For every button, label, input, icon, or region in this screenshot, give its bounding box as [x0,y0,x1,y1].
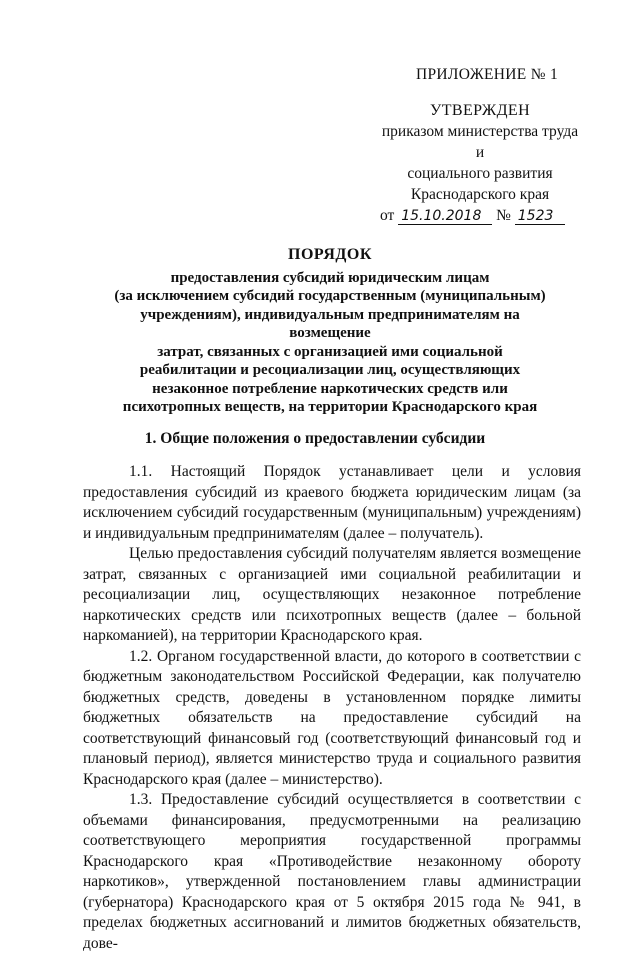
handwritten-number: 1523 [515,209,565,225]
title-line: незаконное потребление наркотических средств или [152,380,508,397]
date-prefix: от [380,207,395,224]
title-main: ПОРЯДОК [288,246,372,263]
paragraph: 1.1. Настоящий Порядок устанавливает цели и условия предоставления субсидий из краевого бюджета юридическим лицам (за исключением субсидий государственным (муниципальным) учреждениям) и индивидуальным предпринимателям (далее – получатель). [83,463,581,542]
approval-order-line: приказом министерства труда и [381,123,579,161]
approval-block [378,100,582,226]
handwritten-date: 15.10.2018 [398,209,492,225]
title-line: учреждениям), индивидуальным предпринимателям на возмещение [140,306,520,341]
paragraph: 1.2. Органом государственной власти, до которого в соответствии с бюджетным законодательством Российской Федерации, как получателю бюджетных средств, доведены в установленном порядке лимиты бюджетных обязательств на предоставление субсидий на соответствующий финансовый год (соответствующий финансовый год и плановый период), является министерство труда и социального развития Краснодарского края (далее – министерство). [83,647,581,788]
document-body [83,462,581,954]
approval-order-line: Краснодарского края [410,186,550,203]
paragraph: Целью предоставления субсидий получателям является возмещение затрат, связанных с организацией ими социальной реабилитации и ресоциализации лиц, осуществляющих незаконное потребление наркотических средств или психотропных веществ (далее – больной наркоманией), на территории Краснодарского края. [83,545,581,644]
number-prefix: № [496,207,511,224]
section-heading: 1. Общие положения о предоставлении субсидии [144,430,486,447]
approved-label: УТВЕРЖДЕН [429,102,531,119]
document-title [110,246,550,417]
approval-date-line [378,205,582,226]
title-line: реабилитации и ресоциализации лиц, осуществляющих [139,362,521,378]
approval-order-line: социального развития [407,165,553,182]
title-line: затрат, связанных с организацией ими социальной [157,343,503,360]
paragraph: 1.3. Предоставление субсидий осуществляется в соответствии с объемами финансирования, предусмотренными на реализацию соответствующего мероприятия государственной программы Краснодарского края «Противодействие незаконному обороту наркотиков», утвержденной постановлением главы администрации (губернатора) Краснодарского края от 5 октября 2015 года № 941, в пределах бюджетных ассигнований и лимитов бюджетных обязательств, дове- [83,791,581,952]
title-line: предоставления субсидий юридическим лицам [170,269,490,286]
annex-label: ПРИЛОЖЕНИЕ № 1 [416,66,559,83]
title-line: (за исключением субсидий государственным (муниципальным) [114,288,546,304]
title-line: психотропных веществ, на территории Краснодарского края [122,399,538,415]
